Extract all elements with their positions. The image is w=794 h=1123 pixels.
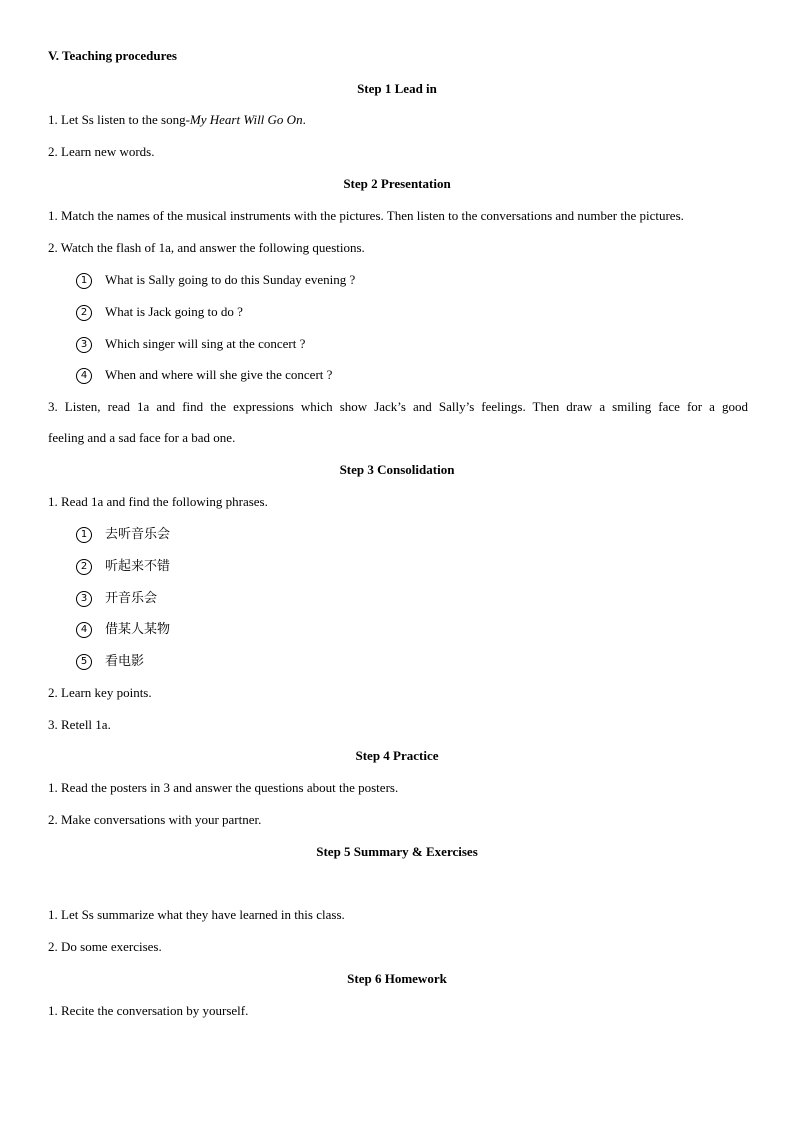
step6-title: Step 6 Homework [347,971,447,986]
song-title: My Heart Will Go On [189,112,303,127]
phrase-item [76,558,776,575]
question-item [76,304,776,321]
phrase-text: 看电影 [105,654,145,669]
step4-title: Step 4 Practice [355,748,439,763]
step3-item1: 1. Read 1a and find the following phrases. [48,494,268,509]
circled-number: 3 [76,591,92,607]
question-item [76,336,776,353]
phrase-item [76,653,776,670]
step5-item2: 2. Do some exercises. [48,939,162,954]
step4-item2: 2. Make conversations with your partner. [48,812,262,827]
question-text: What is Sally going to do this Sunday evening ? [105,272,356,287]
phrase-text: 听起来不错 [105,559,171,574]
phrase-text: 借某人某物 [105,622,171,637]
step3-item3: 3. Retell 1a. [48,717,111,732]
step1-item1 [48,112,748,128]
phrase-item [76,590,776,607]
step1-item2: 2. Learn new words. [48,144,155,159]
step3-title: Step 3 Consolidation [339,462,455,477]
step2-item3-line1: 3. Listen, read 1a and find the expressions which show Jack’s and Sally’s feelings. Then draw a smiling face for a good [48,399,748,414]
step5-item1: 1. Let Ss summarize what they have learned in this class. [48,907,345,922]
step1-item1-suffix: . [302,112,306,127]
circled-number: 1 [76,527,92,543]
question-text: Which singer will sing at the concert ? [105,336,306,351]
circled-number: 4 [76,622,92,638]
circled-number: 5 [76,654,92,670]
step6-item1: 1. Recite the conversation by yourself. [48,1003,249,1018]
question-text: When and where will she give the concert ? [105,367,333,382]
step3-item2: 2. Learn key points. [48,685,152,700]
question-item [76,272,776,289]
phrase-text: 去听音乐会 [105,527,171,542]
step2-item1: 1. Match the names of the musical instruments with the pictures. Then listen to the conversations and number the pictures. [48,208,684,223]
step2-item3-line2: feeling and a sad face for a bad one. [48,430,236,445]
circled-number: 1 [76,273,92,289]
phrase-item [76,526,776,543]
step1-title: Step 1 Lead in [357,81,437,96]
question-text: What is Jack going to do ? [105,304,243,319]
step1-item1-text: 1. Let Ss listen to the song- [48,112,190,127]
step2-title: Step 2 Presentation [343,176,451,191]
circled-number: 3 [76,337,92,353]
section-title: V. Teaching procedures [48,48,177,63]
circled-number: 2 [76,305,92,321]
step4-item1: 1. Read the posters in 3 and answer the questions about the posters. [48,780,399,795]
step2-item2: 2. Watch the flash of 1a, and answer the following questions. [48,240,365,255]
circled-number: 4 [76,368,92,384]
circled-number: 2 [76,559,92,575]
step5-title: Step 5 Summary & Exercises [316,844,478,859]
question-item [76,367,776,384]
phrase-text: 开音乐会 [105,591,158,606]
phrase-item [76,621,776,638]
